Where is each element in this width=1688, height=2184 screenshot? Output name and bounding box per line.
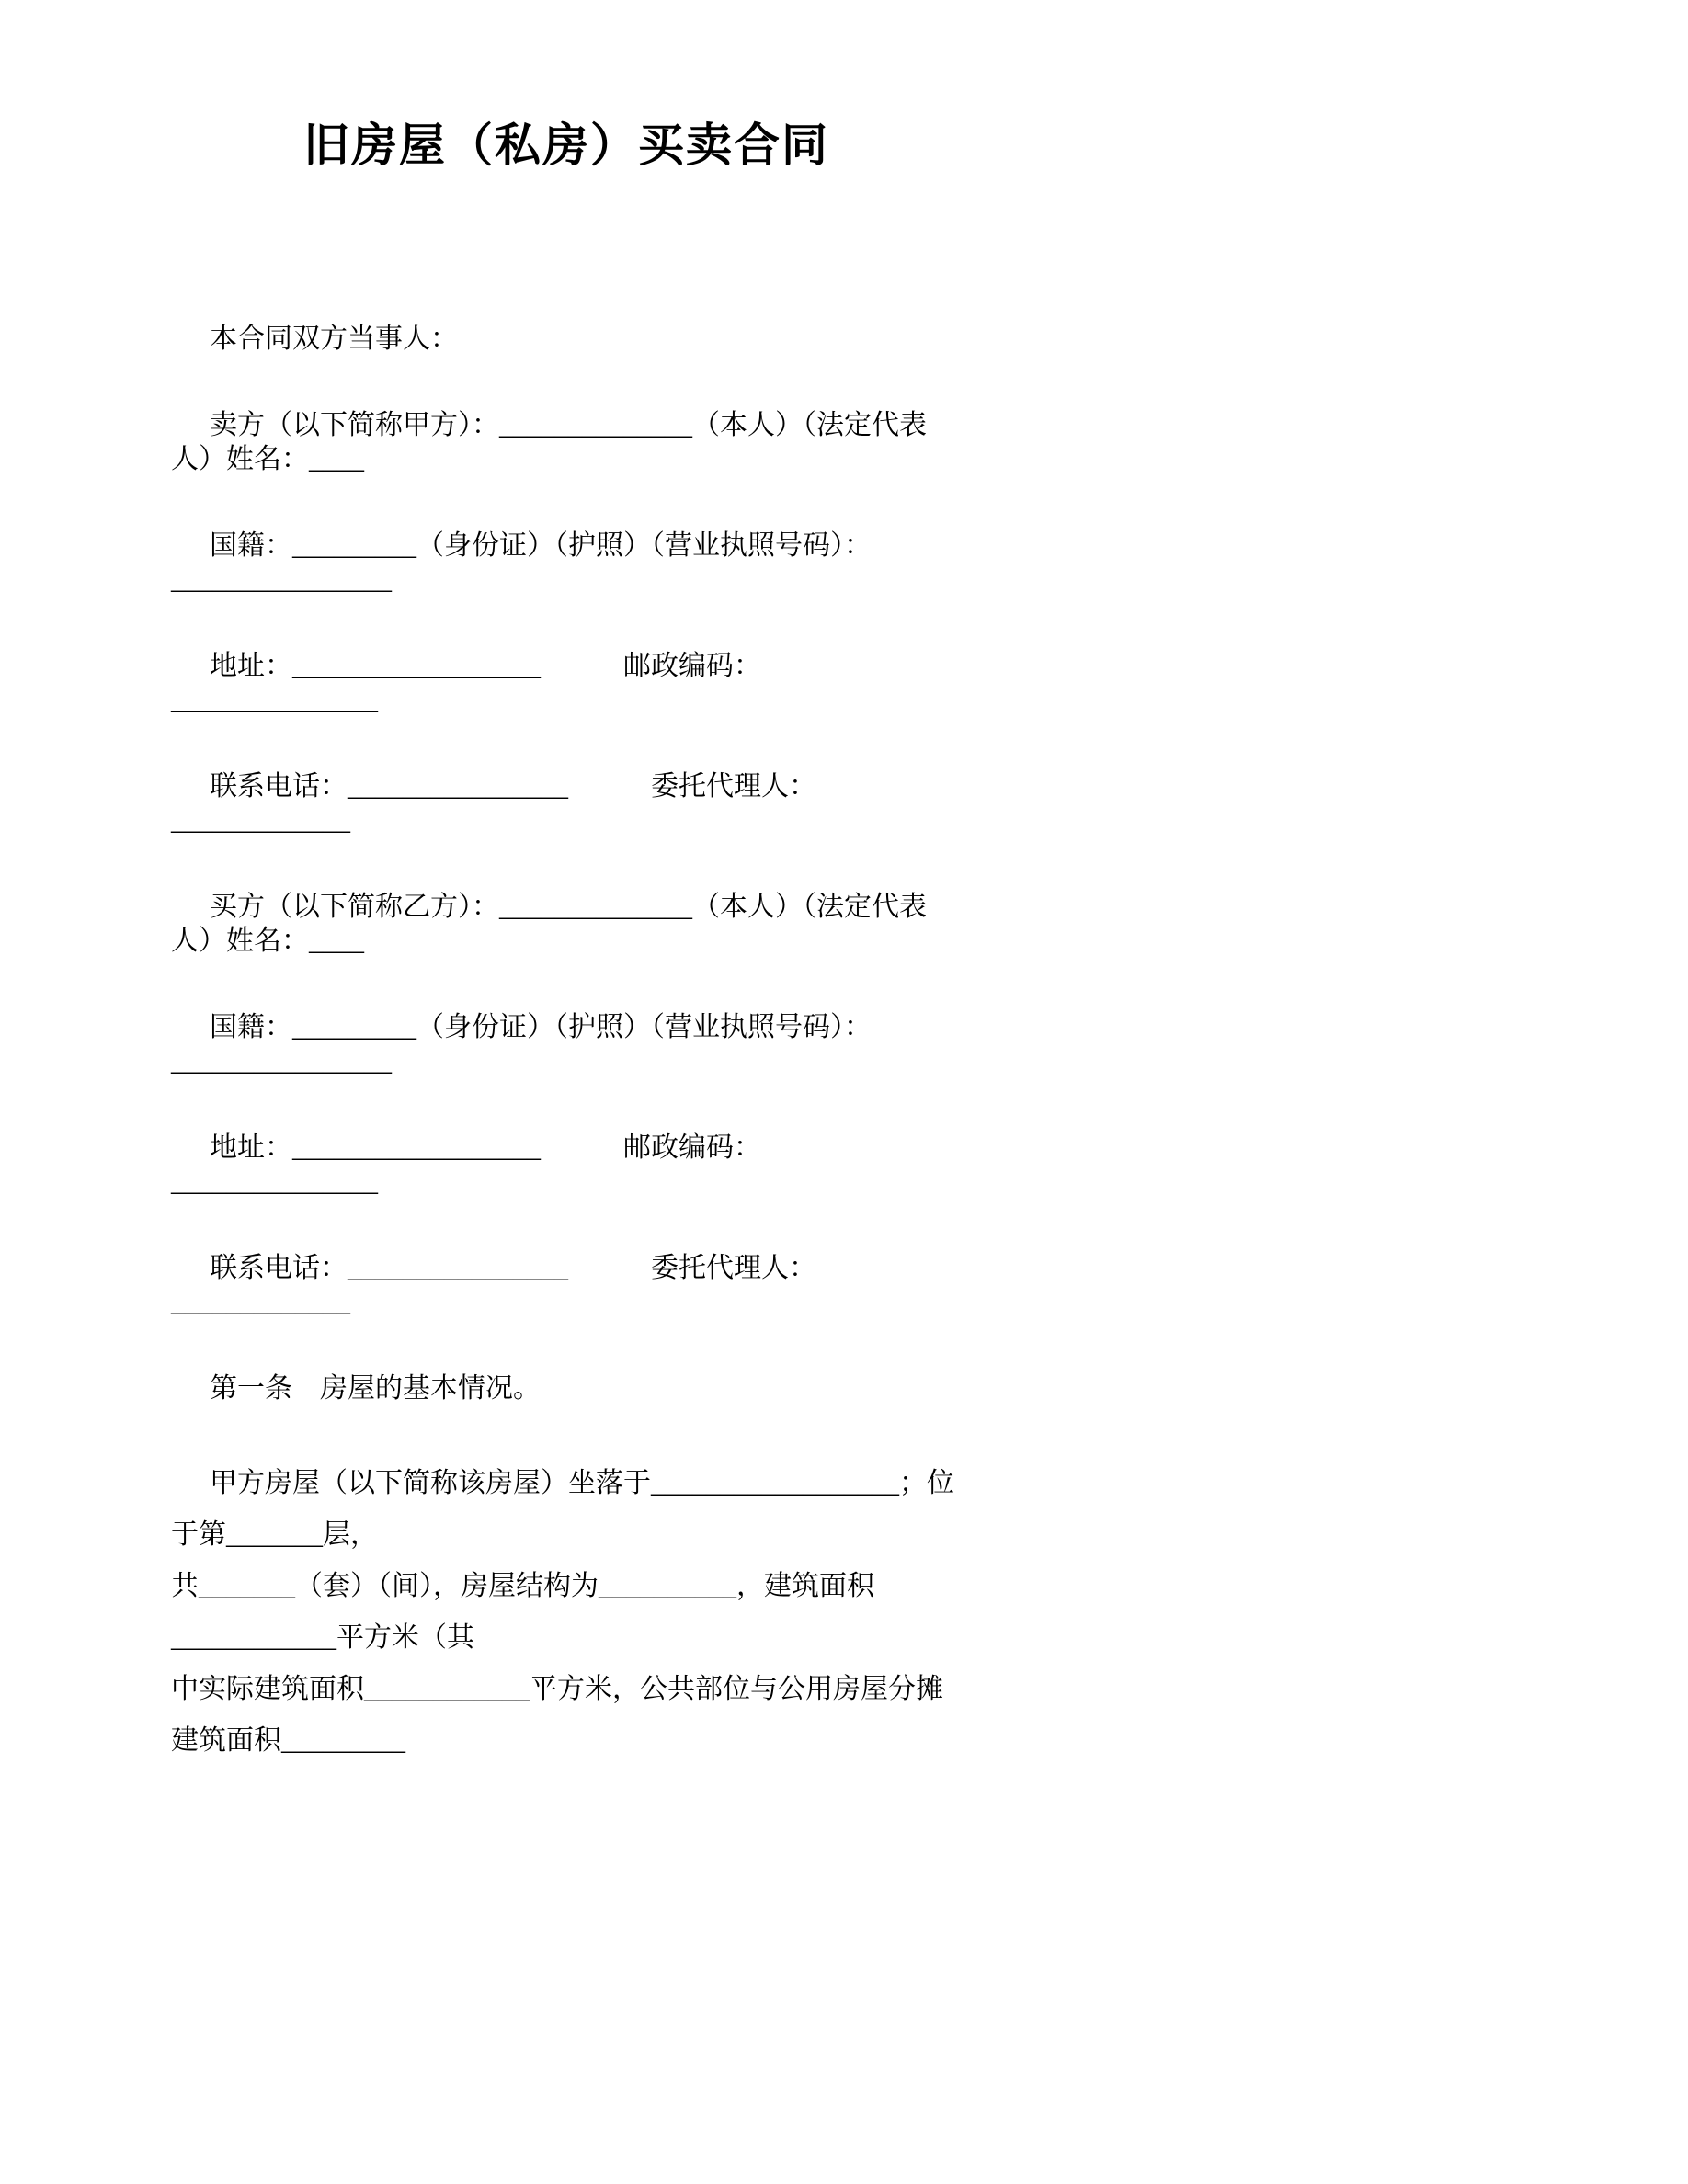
document-title: 旧房屋（私房）买卖合同 <box>303 119 829 171</box>
clause-1-text-line-1: 甲方房屋（以下简称该房屋）坐落于__________________；位于第_______层， <box>171 1468 954 1550</box>
clause-1-heading: 第一条 房屋的基本情况。 <box>210 1373 541 1404</box>
seller-nationality-line: 国籍：_________（身份证）（护照）（营业执照号码）：________________ <box>171 530 872 595</box>
buyer-name-line: 买方（以下简称乙方）：______________（本人）（法定代表人）姓名：____ <box>171 892 927 956</box>
buyer-nationality-line: 国籍：_________（身份证）（护照）（营业执照号码）：________________ <box>171 1012 872 1076</box>
seller-name-line: 卖方（以下简称甲方）：______________（本人）（法定代表人）姓名：____ <box>171 410 927 474</box>
intro-line: 本合同双方当事人： <box>210 324 458 354</box>
clause-1-text-line-3: 中实际建筑面积____________平方米，公共部位与公用房屋分摊建筑面积_________ <box>171 1674 943 1756</box>
seller-phone-line: 联系电话：________________ 委托代理人：_____________ <box>171 771 816 836</box>
document-content <box>171 118 962 1767</box>
seller-address-line: 地址：__________________ 邮政编码：_______________ <box>171 651 761 715</box>
buyer-phone-line: 联系电话：________________ 委托代理人：_____________ <box>171 1253 816 1317</box>
buyer-address-line: 地址：__________________ 邮政编码：_______________ <box>171 1132 761 1197</box>
clause-1-text-line-2: 共_______（套）（间），房屋结构为__________，建筑面积____________平方米（其 <box>171 1571 874 1653</box>
